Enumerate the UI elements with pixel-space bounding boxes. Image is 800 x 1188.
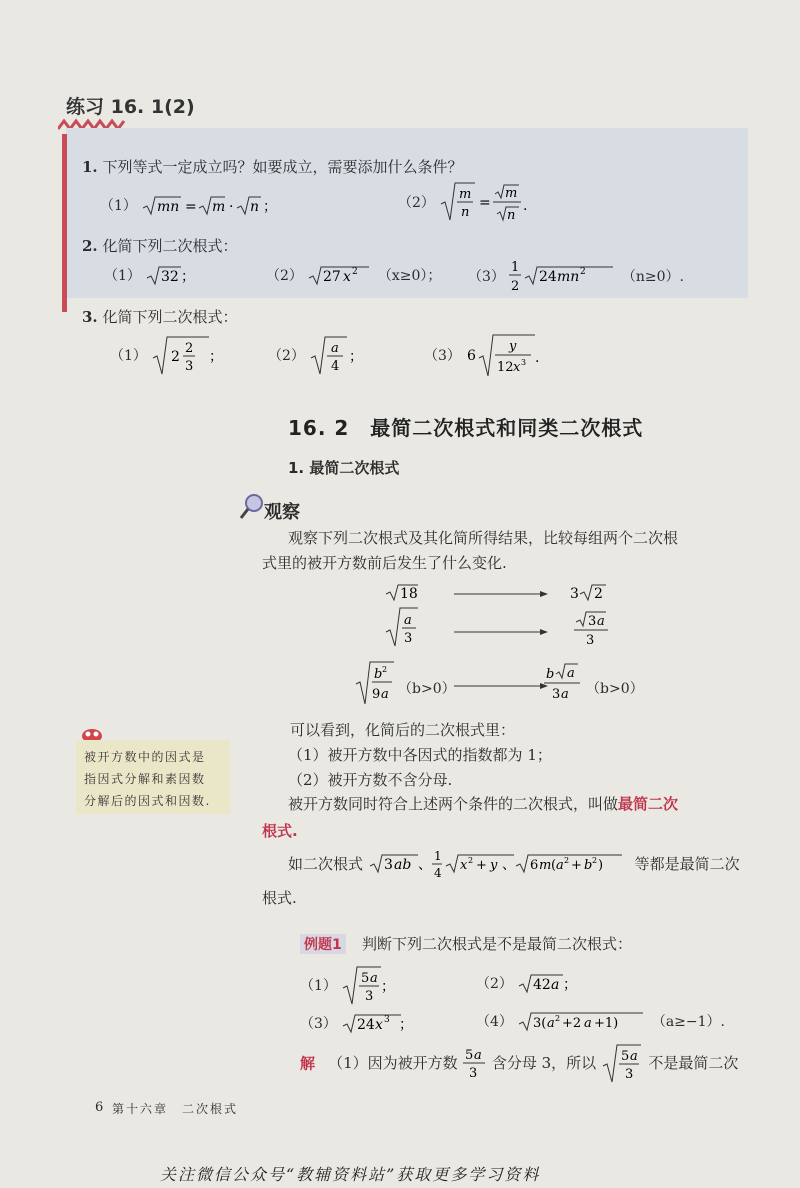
svg-text:1: 1 [433, 849, 442, 863]
solution-line: 解 （1）因为被开方数 5 a 3 含分母 3，所以 5 a 3 不是最简二次 [300, 1042, 738, 1084]
svg-text:+1): +1) [594, 1016, 619, 1031]
svg-text:3(: 3( [533, 1016, 547, 1031]
q2-part1: （1） 32 ； [104, 264, 195, 288]
svg-text:27: 27 [323, 269, 342, 285]
solution-radical [601, 1042, 643, 1084]
see-text: 可以看到，化简后的二次根式里： [290, 721, 516, 739]
svg-text:=: = [185, 199, 198, 215]
svg-text:a: a [473, 1048, 482, 1063]
subsection-title: 1. 最简二次根式 [288, 459, 400, 477]
svg-text:；: ； [399, 1017, 414, 1033]
svg-text:a: a [567, 666, 575, 681]
svg-text:9: 9 [372, 687, 381, 702]
svg-text:3: 3 [588, 614, 597, 629]
svg-text:(: ( [550, 858, 556, 873]
svg-text:2: 2 [382, 665, 388, 674]
svg-text:m: m [538, 858, 552, 873]
svg-text:a: a [561, 687, 569, 702]
example-part4: （4） 3( a 2 +2 a +1) （a≥−1）. [476, 1010, 725, 1034]
svg-text:a: a [331, 341, 340, 356]
svg-text:a: a [404, 613, 412, 628]
svg-text:2: 2 [594, 586, 603, 602]
svg-text:2: 2 [580, 267, 587, 277]
svg-text:a: a [547, 1016, 556, 1031]
rule-1: （1）被开方数中各因式的指数都为 1； [288, 746, 552, 764]
svg-text:.: . [523, 198, 528, 214]
exercise-title: 练习 16. 1(2) [66, 96, 195, 118]
svg-text:3: 3 [625, 1067, 634, 1082]
page-number: 6 [95, 1100, 104, 1115]
svg-text:+2: +2 [562, 1016, 582, 1031]
svg-text:2: 2 [185, 341, 194, 356]
svg-text:a: a [370, 971, 379, 986]
svg-text:；: ； [263, 199, 278, 215]
magnifier-icon [238, 492, 266, 522]
svg-text:4: 4 [433, 866, 442, 880]
svg-text:+: + [475, 858, 487, 873]
example-part3: （3） 24 x 3 ； [300, 1012, 421, 1036]
cond-b-right: （b>0） [586, 681, 644, 697]
svg-text:x: x [343, 269, 352, 285]
observe-text-1: 观察下列二次根式及其化简所得结果，比较每组两个二次根 [288, 529, 679, 547]
svg-text:x: x [459, 858, 468, 873]
side-note: 被开方数中的因式是 指因式分解和素因数 分解后的因式和因数. [76, 740, 230, 814]
svg-text:a: a [630, 1049, 639, 1064]
svg-text:x: x [375, 1017, 384, 1033]
example-prompt: 判断下列二次根式是不是最简二次根式： [362, 935, 633, 953]
definition-line-2: 根式. [262, 822, 298, 840]
svg-text:2: 2 [511, 279, 520, 294]
watermark-text: 关注微信公众号“教辅资料站”获取更多学习资料 [160, 1165, 541, 1184]
q2-part3: （3） 1 2 24 mn 2 （n≥0）. [468, 256, 684, 296]
svg-text:b: b [374, 667, 383, 682]
svg-text:12: 12 [497, 360, 514, 375]
svg-text:1: 1 [511, 260, 520, 275]
chapter-footer: 第十六章 二次根式 [112, 1102, 239, 1116]
svg-text:3: 3 [185, 359, 194, 374]
question-1: 1. 下列等式一定成立吗？如要成立，需要添加什么条件？ [82, 158, 463, 176]
solution-fraction [463, 1043, 487, 1083]
svg-text:ab: ab [393, 857, 412, 873]
svg-text:32: 32 [161, 269, 180, 285]
svg-text:；: ； [381, 979, 396, 995]
svg-text:2: 2 [171, 349, 181, 365]
svg-text:；: ； [209, 349, 224, 365]
svg-text:.: . [535, 350, 540, 366]
svg-text:): ) [597, 858, 603, 873]
q3-part3: （3） 6 y 12 x 3 . [424, 332, 545, 378]
svg-text:3: 3 [404, 631, 413, 646]
example-sentence-formulas [368, 846, 630, 882]
svg-text:4: 4 [331, 359, 340, 374]
rule-2: （2）被开方数不含分母. [288, 771, 453, 789]
q3-part2-formula [309, 334, 373, 376]
svg-text:m: m [505, 186, 518, 201]
q1-part2: （2） m n = m n . [398, 180, 539, 224]
q1-part1: （1） mn = m · n ； [100, 194, 301, 218]
svg-text:=: = [479, 195, 492, 211]
svg-text:a: a [555, 858, 564, 873]
svg-text:y: y [489, 858, 498, 873]
question-2: 2. 化简下列二次根式： [82, 237, 238, 255]
svg-text:b: b [546, 667, 555, 682]
svg-text:m: m [459, 187, 472, 202]
svg-text:a: a [551, 977, 560, 993]
cond-b-left: （b>0） [398, 681, 456, 697]
svg-text:2: 2 [352, 267, 359, 277]
svg-text:3: 3 [552, 687, 561, 702]
svg-text:mn: mn [557, 269, 580, 285]
svg-text:5: 5 [361, 971, 370, 986]
section-title: 16. 2 最简二次根式和同类二次根式 [288, 416, 644, 440]
svg-text:；: ； [181, 269, 196, 285]
svg-text:24: 24 [539, 269, 558, 285]
example-part1-formula [341, 964, 401, 1006]
q1-part2-formula [439, 180, 539, 224]
q3-part1: （1） 2 2 3 ； [110, 334, 227, 376]
example-sentence-end: 根式. [262, 889, 297, 907]
definition-line-1: 被开方数同时符合上述两个条件的二次根式，叫做最简二次 [288, 795, 679, 813]
observe-text-2: 式里的被开方数前后发生了什么变化. [262, 554, 507, 572]
svg-text:3: 3 [570, 586, 579, 602]
svg-text:·: · [229, 199, 234, 215]
example-sentence: 如二次根式 3 ab 、 1 4 x 2 + y 、 6 m ( a 2 + b 2 ) 等都是最简二次 [288, 846, 740, 882]
svg-text:m: m [212, 199, 226, 215]
svg-text:3: 3 [383, 857, 393, 873]
svg-text:3: 3 [365, 989, 374, 1004]
simplification-diagram [350, 580, 650, 720]
svg-text:mn: mn [157, 199, 180, 215]
svg-text:a: a [597, 614, 605, 629]
question-3: 3. 化简下列二次根式： [82, 308, 238, 326]
example-part3-formula [341, 1012, 421, 1036]
svg-text:2: 2 [563, 856, 569, 865]
svg-text:；: ； [563, 977, 578, 993]
svg-text:6: 6 [467, 348, 477, 364]
example-part4-formula [517, 1010, 647, 1034]
example-part2: （2） 42 a ； [476, 972, 581, 996]
q2-part2: （2） 27 x 2 （x≥0）； [266, 264, 441, 288]
example-label: 例题1 [300, 934, 346, 954]
svg-text:n: n [507, 208, 516, 223]
svg-text:a: a [381, 687, 389, 702]
svg-text:24: 24 [357, 1017, 376, 1033]
svg-text:3: 3 [468, 1066, 478, 1081]
q3-part3-formula [465, 332, 545, 378]
svg-text:、: 、 [501, 857, 516, 873]
svg-text:y: y [509, 339, 517, 354]
q2-part3-formula [509, 256, 617, 296]
svg-text:5: 5 [464, 1048, 474, 1063]
svg-text:2: 2 [591, 856, 597, 865]
exercise-side-bar [62, 134, 67, 312]
q2-part1-formula [145, 264, 195, 288]
observe-label: 观察 [264, 502, 300, 523]
svg-text:x: x [513, 360, 521, 375]
q3-part1-formula [151, 334, 227, 376]
svg-text:18: 18 [400, 586, 418, 602]
svg-text:+: + [570, 858, 582, 873]
q2-part2-formula [307, 264, 373, 288]
svg-text:6: 6 [529, 858, 539, 873]
svg-text:2: 2 [467, 856, 473, 865]
svg-text:n: n [250, 199, 260, 215]
svg-text:；: ； [349, 349, 364, 365]
example-part1: （1） 5 a 3 ； [300, 964, 401, 1006]
svg-text:a: a [584, 1016, 593, 1031]
svg-text:、: 、 [417, 857, 432, 873]
svg-text:3: 3 [384, 1015, 391, 1025]
q1-part1-formula [141, 194, 301, 218]
svg-text:b: b [583, 858, 593, 873]
svg-text:42: 42 [533, 977, 552, 993]
q3-part2: （2） a 4 ； [268, 334, 373, 376]
svg-text:3: 3 [586, 633, 595, 648]
svg-text:2: 2 [555, 1014, 561, 1023]
svg-text:3: 3 [521, 358, 527, 367]
svg-text:5: 5 [621, 1049, 630, 1064]
example-part2-formula [517, 972, 581, 996]
svg-text:n: n [461, 205, 470, 220]
